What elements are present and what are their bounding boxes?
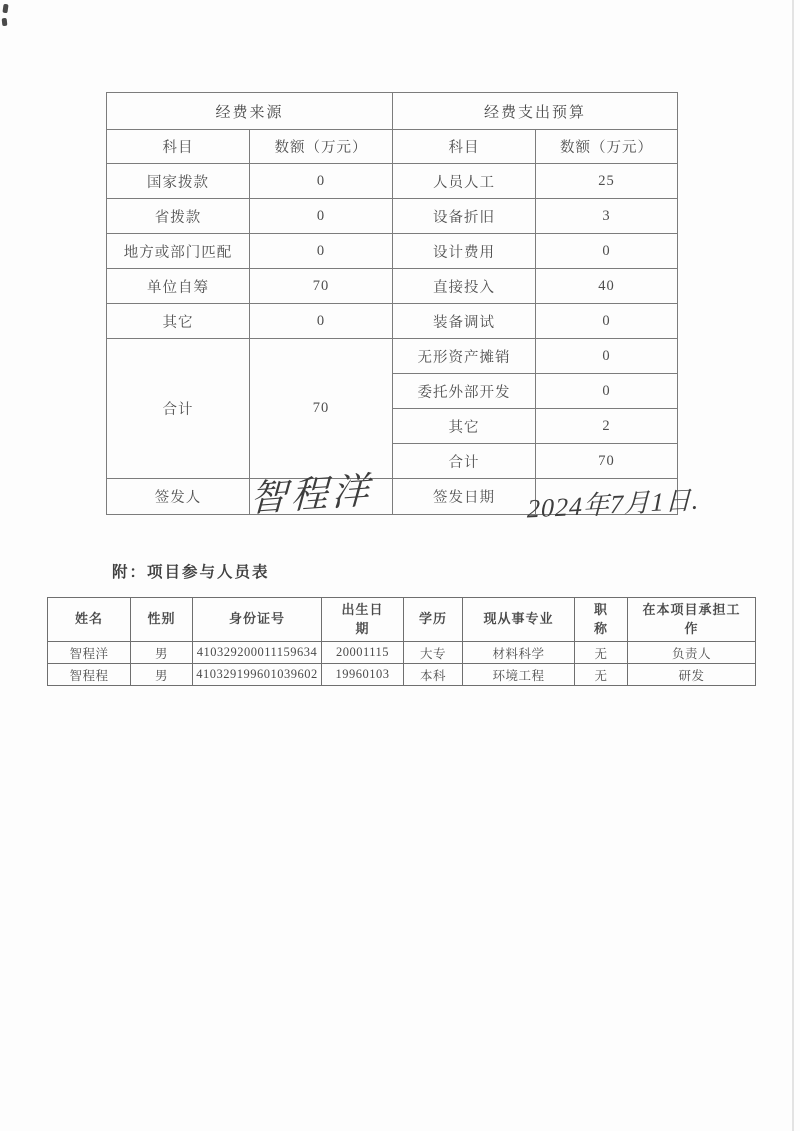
cell-profession: 环境工程 [463,664,575,686]
col-header-title: 职称 [575,598,628,642]
source-subject: 地方或部门匹配 [107,234,250,269]
table-row [48,642,756,664]
cell-birth-date: 20001115 [322,642,404,664]
cell-id-number: 410329199601039602 [193,664,322,686]
table-row [48,664,756,686]
source-amount: 0 [250,304,393,339]
col-header-name: 姓名 [48,598,131,642]
col-header-id-number: 身份证号 [193,598,322,642]
expense-subject: 人员人工 [393,164,536,199]
expense-subject: 无形资产摊销 [393,339,536,374]
scan-artifact-speck [2,18,8,26]
source-subject: 其它 [107,304,250,339]
col-header-education: 学历 [404,598,463,642]
expense-amount: 0 [536,234,678,269]
expense-subject: 委托外部开发 [393,374,536,409]
table-row [107,93,678,130]
signer-signature-cell [250,479,393,515]
expense-total-amount: 70 [536,444,678,479]
source-subject: 省拨款 [107,199,250,234]
cell-gender: 男 [131,642,193,664]
source-amount: 0 [250,199,393,234]
col-header-profession: 现从事专业 [463,598,575,642]
expense-amount: 0 [536,304,678,339]
cell-education: 大专 [404,642,463,664]
table-row [107,269,678,304]
expense-subject: 设计费用 [393,234,536,269]
expense-subject: 装备调试 [393,304,536,339]
handwritten-signature: 智程洋 [249,470,374,521]
budget-table [106,92,678,515]
col-header-subject: 科目 [107,130,250,164]
cell-name: 智程洋 [48,642,131,664]
source-total-amount: 70 [250,339,393,479]
expense-subject: 其它 [393,409,536,444]
source-subject: 单位自筹 [107,269,250,304]
expense-amount: 0 [536,339,678,374]
cell-title: 无 [575,642,628,664]
table-row [107,130,678,164]
table-row [107,234,678,269]
table-row [107,199,678,234]
issue-date-label: 签发日期 [393,479,536,515]
col-header-project-role: 在本项目承担工作 [628,598,756,642]
cell-project-role: 负责人 [628,642,756,664]
table-header-row [48,598,756,642]
source-amount: 0 [250,234,393,269]
col-header-birth-date: 出生日期 [322,598,404,642]
personnel-table [47,597,756,686]
table-row [107,164,678,199]
issue-date-cell [536,479,678,515]
cell-title: 无 [575,664,628,686]
col-header-subject: 科目 [393,130,536,164]
expense-amount: 3 [536,199,678,234]
cell-gender: 男 [131,664,193,686]
expense-amount: 25 [536,164,678,199]
handwritten-issue-date: 2024年7月1日. [526,485,700,524]
expense-amount: 40 [536,269,678,304]
col-header-amount: 数额（万元） [250,130,393,164]
expense-total-label: 合计 [393,444,536,479]
col-header-gender: 性别 [131,598,193,642]
cell-profession: 材料科学 [463,642,575,664]
expense-subject: 直接投入 [393,269,536,304]
source-subject: 国家拨款 [107,164,250,199]
expense-amount: 0 [536,374,678,409]
cell-education: 本科 [404,664,463,686]
budget-expense-header: 经费支出预算 [393,93,678,130]
table-row [107,339,678,374]
col-header-amount: 数额（万元） [536,130,678,164]
expense-subject: 设备折旧 [393,199,536,234]
source-total-label: 合计 [107,339,250,479]
scan-artifact-speck [2,4,8,14]
cell-id-number: 410329200011159634 [193,642,322,664]
source-amount: 70 [250,269,393,304]
budget-source-header: 经费来源 [107,93,393,130]
scan-edge-line [792,0,794,1131]
expense-amount: 2 [536,409,678,444]
cell-name: 智程程 [48,664,131,686]
cell-birth-date: 19960103 [322,664,404,686]
attachment-heading: 附：项目参与人员表 [112,564,270,581]
table-row [107,304,678,339]
signer-label: 签发人 [107,479,250,515]
source-amount: 0 [250,164,393,199]
table-row [107,479,678,515]
cell-project-role: 研发 [628,664,756,686]
